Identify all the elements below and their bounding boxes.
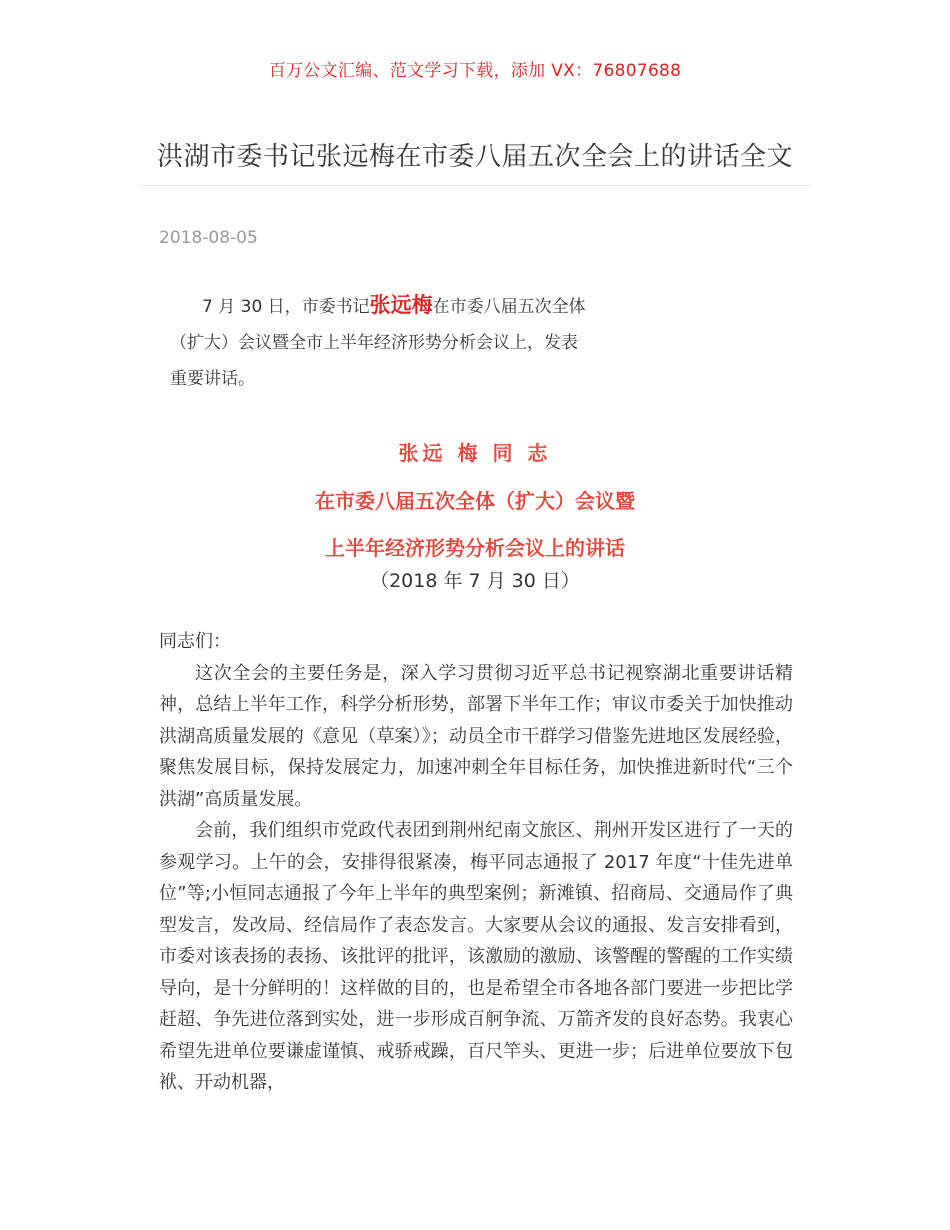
body-paragraph-2: 会前，我们组织市党政代表团到荆州纪南文旅区、荆州开发区进行了一天的参观学习。上午的会，安排得很紧凑，梅平同志通报了 2017 年度“十佳先进单位”等;小恒同志通报了今年上半年的典型案例；新滩镇、招商局、交通局作了典型发言，发改局、经信局作了表态发言。大家要从会议的通报、发言安排看到，市委对该表扬的表扬、该批评的批评，该激励的激励、该警醒的警醒的工作实绩导向，是十分鲜明的！这样做的目的，也是希望全市各地各部门要进一步把比学赶超、争先进位落到实处，进一步形成百舸争流、万箭齐发的良好态势。我衷心希望先进单位要谦虚谨慎、戒骄戒躁，百尺竿头、更进一步；后进单位要放下包袱、开动机器， xyxy=(159,820,793,1093)
publish-date: 2018-08-05 xyxy=(159,228,258,248)
title-divider xyxy=(140,185,810,186)
body-paragraph-1: 这次全会的主要任务是，深入学习贯彻习近平总书记视察湖北重要讲话精神，总结上半年工作，科学分析形势，部署下半年工作；审议市委关于加快推动洪湖高质量发展的《意见（草案）》；动员全市干群学习借鉴先进地区发展经验，聚焦发展目标，保持发展定力，加速冲刺全年目标任务，加快推进新时代“三个洪湖”高质量发展。 xyxy=(159,662,793,810)
intro-line-1 xyxy=(170,287,660,325)
speech-title-line-2: 上半年经济形势分析会议上的讲话 xyxy=(325,536,625,560)
greeting: 同志们： xyxy=(159,631,231,652)
speech-speaker: 张远 梅 同 志 xyxy=(398,441,552,465)
intro-text-part1: 7 月 30 日，市委书记 xyxy=(202,297,370,317)
intro-line-3: 重要讲话。 xyxy=(170,369,255,389)
speech-title-line-1: 在市委八届五次全体（扩大）会议暨 xyxy=(315,489,635,513)
intro-text-part2: 在市委八届五次全体 xyxy=(432,297,586,317)
speech-date: （2018 年 7 月 30 日） xyxy=(370,570,580,592)
article-title: 洪湖市委书记张远梅在市委八届五次全会上的讲话全文 xyxy=(156,142,793,172)
intro-paragraph xyxy=(170,287,660,397)
speaker-name-highlight: 张远梅 xyxy=(369,293,433,317)
intro-line-2: （扩大）会议暨全市上半年经济形势分析会议上，发表 xyxy=(170,333,578,353)
download-banner: 百万公文汇编、范文学习下载，添加 VX：76807688 xyxy=(268,61,682,81)
speech-body xyxy=(159,626,793,1099)
